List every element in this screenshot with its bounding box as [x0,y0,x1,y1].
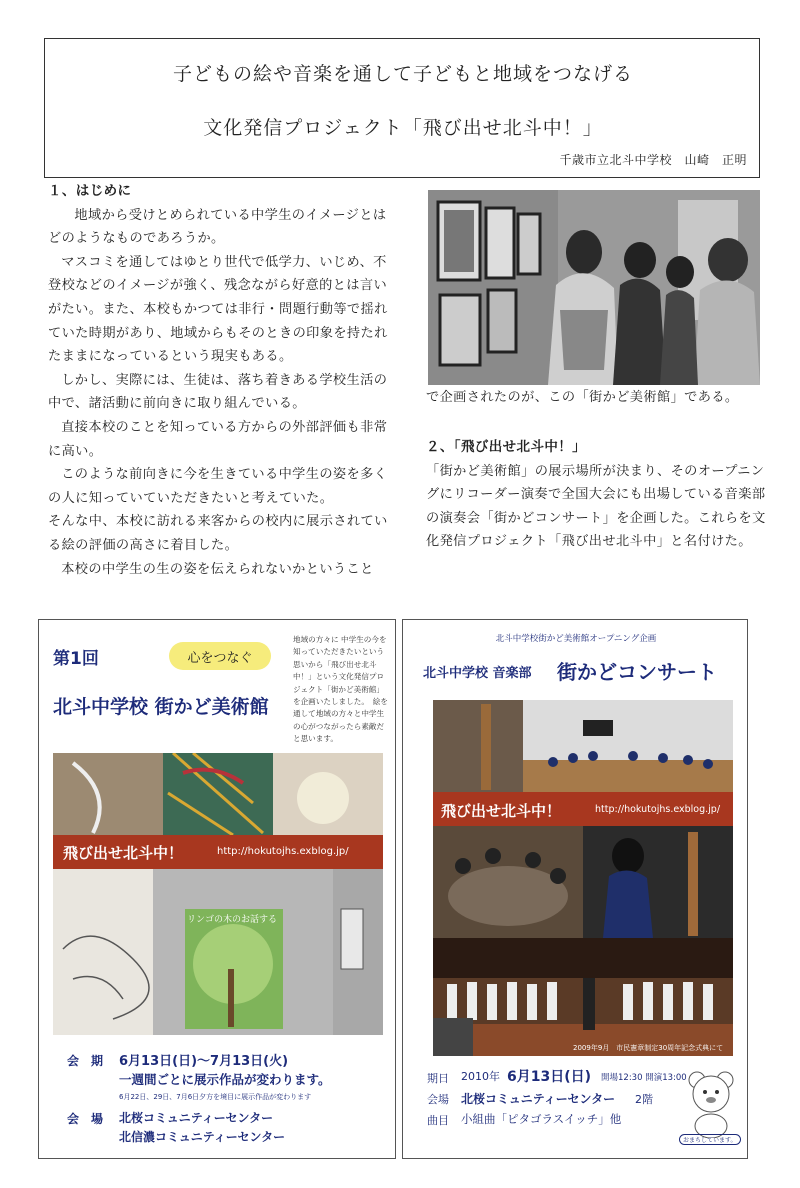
poster2-mascot-text: おまちしています。 [679,1134,741,1145]
poster1-period-note: 一週間ごとに展示作品が変わります。 [119,1072,331,1087]
section-1-continuation: で企画されたのが、この「街かど美術館」である。 [426,390,739,405]
poster2-venue-label: 会場 [427,1093,449,1106]
poster1-venue-1: 北桜コミュニティーセンター [119,1111,274,1125]
poster1-period: 6月13日(日)～7月13日(火) [119,1054,289,1069]
poster1-book-title: リンゴの木のお話する [187,915,278,925]
poster1-banner-text: 飛び出せ北斗中！ [63,844,184,862]
poster2-photo-concert [433,938,733,1056]
poster1-blurb: 地域の方々に 中学生の今を知っていただきたいという思いから「飛び出せ北斗中！」という文化発信プロジェクト「街かど美術館」を企画いたしました。 絵を通して地域の方々と中学生の心がつながったら素敵だと思います。 [293,635,388,744]
poster1-venue-label: 会 場 [67,1112,104,1126]
poster-concert [402,619,748,1159]
poster2-floor: 2階 [635,1093,653,1106]
poster2-photo-practice [433,826,733,938]
poster2-date-label: 期日 [427,1072,449,1085]
title-line-2: 文化発信プロジェクト「飛び出せ北斗中！」 [203,117,603,139]
section-2 [426,436,771,554]
poster2-time: 開場12:30 開演13:00 [601,1073,687,1083]
paragraph: 地域から受けとめられている中学生のイメージとはどのようなものであろうか。 [48,207,387,247]
bear-mascot-icon [681,1068,741,1138]
poster2-url[interactable]: http://hokutojhs.exblog.jp/ [595,804,721,815]
paragraph: 直接本校のことを知っている方からの外部評価も非常に高い。 [48,419,388,459]
poster1-url[interactable]: http://hokutojhs.exblog.jp/ [217,846,349,857]
poster2-year: 2010年 [461,1070,500,1083]
poster2-photo-stage [433,700,733,792]
poster1-art-collage [53,753,383,835]
paragraph: 本校の中学生の生の姿を伝えられないかということ [61,561,374,577]
poster2-top: 北斗中学校街かど美術館オープニング企画 [495,634,657,644]
gallery-photo [428,190,760,385]
title-box [44,38,760,178]
section-2-text: 「街かど美術館」の展示場所が決まり、そのオープニングにリコーダー演奏で全国大会にも出場している音楽部の演奏会「街かどコンサート」を企画した。これらを文化発信プロジェクト「飛び出せ北斗中」と名付けた。 [426,463,766,550]
paragraph: マスコミを通してはゆとり世代で低学力、いじめ、不登校などのイメージが強く、残念ながら好意的とは言いがたい。また、本校もかつては非行・問題行動等で揺れていた時期があり、地域からもそのときの印象を持たれたままになっているという現実もある。 [48,254,388,365]
poster1-artwork-photos [53,869,383,1035]
poster2-club: 北斗中学校 音楽部 [423,666,532,681]
poster2-caption: 2009年9月 市民憲章制定30周年記念式典にて [573,1044,724,1052]
poster2-song-label: 曲目 [427,1114,449,1127]
poster2-date: 6月13日(日) [507,1069,592,1085]
author: 千歳市立北斗中学校 山崎 正明 [559,153,747,167]
poster2-venue: 北桜コミュニティーセンター [461,1092,616,1106]
paragraph: そんな中、本校に訪れる来客からの校内に展示されている絵の評価の高さに着目した。 [48,514,388,553]
poster1-small-note: 6月22日、29日、7月6日夕方を境目に展示作品が変わります [119,1093,312,1101]
paragraph: しかし、実際には、生徒は、落ち着きある学校生活の中で、諸活動に前向きに取り組んでいる。 [48,372,388,412]
poster1-tagline: 心をつなぐ [187,651,253,666]
title-line-1: 子どもの絵や音楽を通して子どもと地域をつなげる [172,63,633,85]
poster1-period-label: 会 期 [67,1054,104,1068]
poster2-song: 小組曲「ピタゴラスイッチ」他 [461,1112,622,1126]
poster1-edition: 第1回 [53,649,99,669]
poster2-title: 街かどコンサート [557,660,717,684]
poster2-banner-text: 飛び出せ北斗中！ [441,802,562,820]
poster-art-museum [38,619,396,1159]
section-1-heading: １、はじめに [48,183,132,199]
poster1-title: 北斗中学校 街かど美術館 [53,696,269,718]
section-2-heading: ２、「飛び出せ北斗中！」 [426,439,587,455]
poster1-venue-2: 北信濃コミュニティーセンター [119,1130,286,1144]
paragraph: このような前向きに今を生きている中学生の姿を多くの人に知っていていただきたいと考えていた。 [48,467,388,506]
section-1 [48,180,396,581]
